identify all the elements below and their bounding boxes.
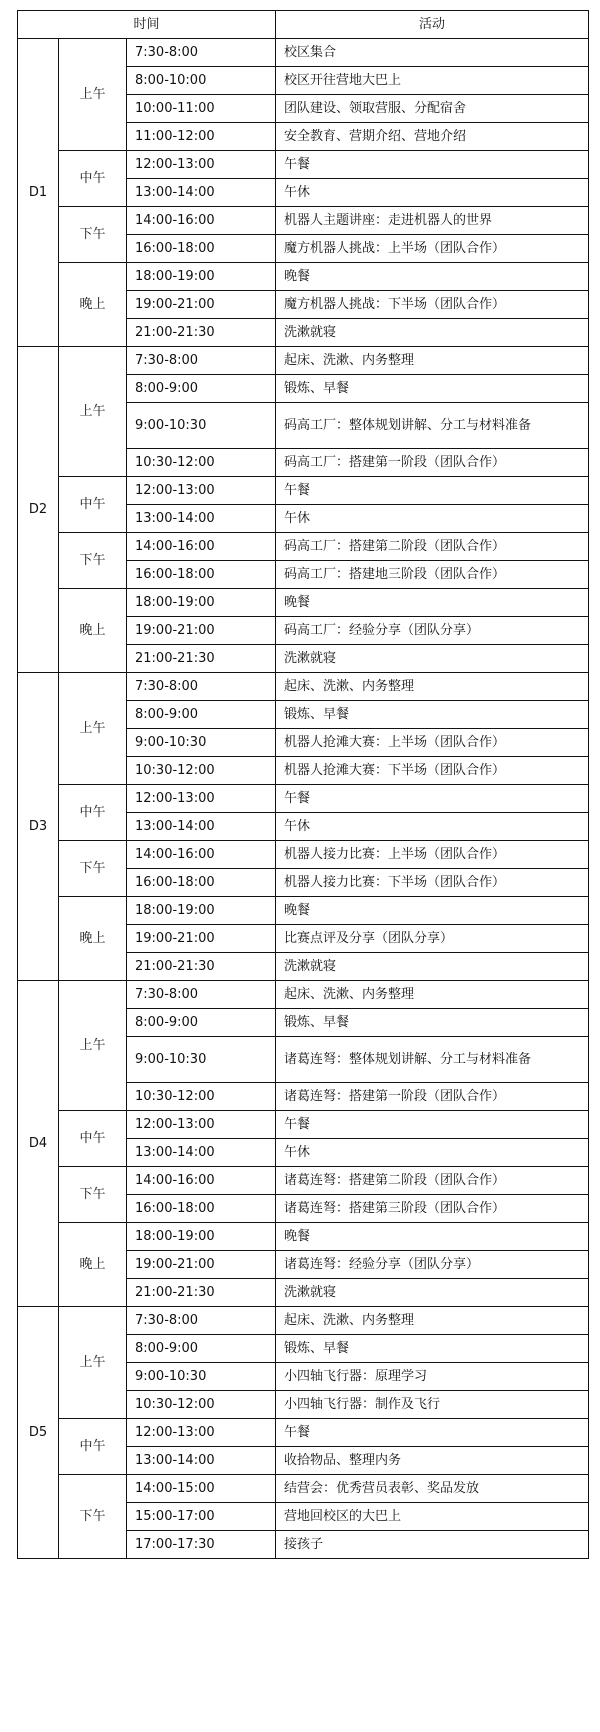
activity-cell: 起床、洗漱、内务整理 <box>276 673 589 701</box>
time-cell: 21:00-21:30 <box>127 953 276 981</box>
schedule-row <box>18 673 589 701</box>
period-label: 上午 <box>59 673 127 785</box>
period-label: 晚上 <box>59 589 127 673</box>
activity-cell: 诸葛连弩：搭建第三阶段（团队合作） <box>276 1195 589 1223</box>
activity-cell: 诸葛连弩：搭建第一阶段（团队合作） <box>276 1083 589 1111</box>
period-label: 下午 <box>59 841 127 897</box>
time-cell: 10:30-12:00 <box>127 1083 276 1111</box>
period-label: 下午 <box>59 1167 127 1223</box>
time-cell: 14:00-16:00 <box>127 207 276 235</box>
activity-cell: 午休 <box>276 179 589 207</box>
activity-cell: 机器人主题讲座：走进机器人的世界 <box>276 207 589 235</box>
time-cell: 10:00-11:00 <box>127 95 276 123</box>
period-label: 中午 <box>59 151 127 207</box>
day-label: D5 <box>18 1307 59 1559</box>
time-cell: 13:00-14:00 <box>127 505 276 533</box>
time-cell: 9:00-10:30 <box>127 403 276 449</box>
activity-cell: 机器人接力比赛：下半场（团队合作） <box>276 869 589 897</box>
schedule-row <box>18 589 589 617</box>
period-label: 上午 <box>59 1307 127 1419</box>
schedule-row <box>18 533 589 561</box>
header-row <box>18 11 589 39</box>
period-label: 中午 <box>59 477 127 533</box>
period-label: 上午 <box>59 347 127 477</box>
activity-cell: 起床、洗漱、内务整理 <box>276 981 589 1009</box>
time-cell: 18:00-19:00 <box>127 897 276 925</box>
activity-cell: 小四轴飞行器：原理学习 <box>276 1363 589 1391</box>
time-cell: 19:00-21:00 <box>127 617 276 645</box>
time-cell: 7:30-8:00 <box>127 981 276 1009</box>
activity-cell: 码高工厂：整体规划讲解、分工与材料准备 <box>276 403 589 449</box>
activity-cell: 营地回校区的大巴上 <box>276 1503 589 1531</box>
time-cell: 16:00-18:00 <box>127 1195 276 1223</box>
activity-cell: 锻炼、早餐 <box>276 701 589 729</box>
time-cell: 21:00-21:30 <box>127 1279 276 1307</box>
schedule-row <box>18 151 589 179</box>
period-label: 中午 <box>59 1419 127 1475</box>
time-cell: 14:00-16:00 <box>127 841 276 869</box>
time-cell: 7:30-8:00 <box>127 39 276 67</box>
activity-cell: 午餐 <box>276 151 589 179</box>
activity-cell: 洗漱就寝 <box>276 645 589 673</box>
time-cell: 9:00-10:30 <box>127 1363 276 1391</box>
period-label: 中午 <box>59 1111 127 1167</box>
time-cell: 8:00-9:00 <box>127 1009 276 1037</box>
activity-cell: 团队建设、领取营服、分配宿舍 <box>276 95 589 123</box>
time-cell: 12:00-13:00 <box>127 1419 276 1447</box>
time-cell: 13:00-14:00 <box>127 179 276 207</box>
activity-cell: 安全教育、营期介绍、营地介绍 <box>276 123 589 151</box>
day-label: D1 <box>18 39 59 347</box>
activity-cell: 机器人抢滩大赛：上半场（团队合作） <box>276 729 589 757</box>
day-label: D2 <box>18 347 59 673</box>
activity-cell: 午餐 <box>276 1111 589 1139</box>
time-cell: 14:00-15:00 <box>127 1475 276 1503</box>
activity-cell: 校区开往营地大巴上 <box>276 67 589 95</box>
time-cell: 16:00-18:00 <box>127 561 276 589</box>
activity-cell: 收拾物品、整理内务 <box>276 1447 589 1475</box>
schedule-body <box>18 39 589 1559</box>
activity-cell: 结营会：优秀营员表彰、奖品发放 <box>276 1475 589 1503</box>
time-cell: 13:00-14:00 <box>127 1447 276 1475</box>
time-cell: 19:00-21:00 <box>127 291 276 319</box>
activity-cell: 起床、洗漱、内务整理 <box>276 1307 589 1335</box>
activity-cell: 魔方机器人挑战：下半场（团队合作） <box>276 291 589 319</box>
activity-cell: 机器人接力比赛：上半场（团队合作） <box>276 841 589 869</box>
activity-cell: 晚餐 <box>276 263 589 291</box>
day-label: D4 <box>18 981 59 1307</box>
activity-cell: 晚餐 <box>276 1223 589 1251</box>
activity-cell: 码高工厂：经验分享（团队分享） <box>276 617 589 645</box>
time-cell: 17:00-17:30 <box>127 1531 276 1559</box>
activity-cell: 午餐 <box>276 477 589 505</box>
period-label: 晚上 <box>59 1223 127 1307</box>
schedule-row <box>18 841 589 869</box>
time-cell: 18:00-19:00 <box>127 1223 276 1251</box>
time-cell: 21:00-21:30 <box>127 319 276 347</box>
schedule-row <box>18 897 589 925</box>
time-cell: 8:00-10:00 <box>127 67 276 95</box>
schedule-row <box>18 347 589 375</box>
time-cell: 9:00-10:30 <box>127 1037 276 1083</box>
time-cell: 13:00-14:00 <box>127 813 276 841</box>
time-cell: 12:00-13:00 <box>127 785 276 813</box>
period-label: 上午 <box>59 39 127 151</box>
activity-cell: 起床、洗漱、内务整理 <box>276 347 589 375</box>
time-cell: 12:00-13:00 <box>127 151 276 179</box>
schedule-row <box>18 785 589 813</box>
day-label: D3 <box>18 673 59 981</box>
schedule-row <box>18 1111 589 1139</box>
time-cell: 19:00-21:00 <box>127 1251 276 1279</box>
activity-cell: 小四轴飞行器：制作及飞行 <box>276 1391 589 1419</box>
time-cell: 13:00-14:00 <box>127 1139 276 1167</box>
time-cell: 8:00-9:00 <box>127 1335 276 1363</box>
period-label: 下午 <box>59 207 127 263</box>
time-cell: 10:30-12:00 <box>127 1391 276 1419</box>
activity-cell: 锻炼、早餐 <box>276 1009 589 1037</box>
activity-column-header: 活动 <box>276 11 589 39</box>
schedule-row <box>18 1475 589 1503</box>
activity-cell: 午休 <box>276 505 589 533</box>
activity-cell: 接孩子 <box>276 1531 589 1559</box>
time-cell: 8:00-9:00 <box>127 701 276 729</box>
activity-cell: 洗漱就寝 <box>276 953 589 981</box>
time-cell: 7:30-8:00 <box>127 673 276 701</box>
time-cell: 18:00-19:00 <box>127 263 276 291</box>
activity-cell: 洗漱就寝 <box>276 319 589 347</box>
time-cell: 8:00-9:00 <box>127 375 276 403</box>
activity-cell: 锻炼、早餐 <box>276 1335 589 1363</box>
activity-cell: 码高工厂：搭建第二阶段（团队合作） <box>276 533 589 561</box>
time-cell: 12:00-13:00 <box>127 1111 276 1139</box>
schedule-row <box>18 477 589 505</box>
period-label: 中午 <box>59 785 127 841</box>
period-label: 下午 <box>59 1475 127 1559</box>
time-cell: 21:00-21:30 <box>127 645 276 673</box>
schedule-row <box>18 1307 589 1335</box>
time-cell: 9:00-10:30 <box>127 729 276 757</box>
time-cell: 16:00-18:00 <box>127 869 276 897</box>
time-cell: 19:00-21:00 <box>127 925 276 953</box>
schedule-table <box>17 10 589 1559</box>
activity-cell: 午餐 <box>276 785 589 813</box>
activity-cell: 诸葛连弩：经验分享（团队分享） <box>276 1251 589 1279</box>
activity-cell: 码高工厂：搭建第一阶段（团队合作） <box>276 449 589 477</box>
time-cell: 10:30-12:00 <box>127 757 276 785</box>
time-cell: 14:00-16:00 <box>127 1167 276 1195</box>
activity-cell: 校区集合 <box>276 39 589 67</box>
schedule-row <box>18 39 589 67</box>
time-cell: 7:30-8:00 <box>127 1307 276 1335</box>
time-cell: 11:00-12:00 <box>127 123 276 151</box>
activity-cell: 锻炼、早餐 <box>276 375 589 403</box>
schedule-row <box>18 207 589 235</box>
schedule-row <box>18 1419 589 1447</box>
period-label: 上午 <box>59 981 127 1111</box>
activity-cell: 晚餐 <box>276 589 589 617</box>
period-label: 下午 <box>59 533 127 589</box>
schedule-row <box>18 1223 589 1251</box>
activity-cell: 诸葛连弩：搭建第二阶段（团队合作） <box>276 1167 589 1195</box>
time-cell: 10:30-12:00 <box>127 449 276 477</box>
activity-cell: 晚餐 <box>276 897 589 925</box>
schedule-row <box>18 981 589 1009</box>
schedule-row <box>18 263 589 291</box>
period-label: 晚上 <box>59 897 127 981</box>
activity-cell: 午休 <box>276 813 589 841</box>
schedule-row <box>18 1167 589 1195</box>
time-column-header: 时间 <box>18 11 276 39</box>
time-cell: 16:00-18:00 <box>127 235 276 263</box>
time-cell: 7:30-8:00 <box>127 347 276 375</box>
period-label: 晚上 <box>59 263 127 347</box>
time-cell: 18:00-19:00 <box>127 589 276 617</box>
activity-cell: 洗漱就寝 <box>276 1279 589 1307</box>
activity-cell: 诸葛连弩：整体规划讲解、分工与材料准备 <box>276 1037 589 1083</box>
activity-cell: 魔方机器人挑战：上半场（团队合作） <box>276 235 589 263</box>
activity-cell: 午休 <box>276 1139 589 1167</box>
time-cell: 14:00-16:00 <box>127 533 276 561</box>
activity-cell: 机器人抢滩大赛：下半场（团队合作） <box>276 757 589 785</box>
activity-cell: 比赛点评及分享（团队分享） <box>276 925 589 953</box>
time-cell: 12:00-13:00 <box>127 477 276 505</box>
time-cell: 15:00-17:00 <box>127 1503 276 1531</box>
activity-cell: 午餐 <box>276 1419 589 1447</box>
activity-cell: 码高工厂：搭建地三阶段（团队合作） <box>276 561 589 589</box>
